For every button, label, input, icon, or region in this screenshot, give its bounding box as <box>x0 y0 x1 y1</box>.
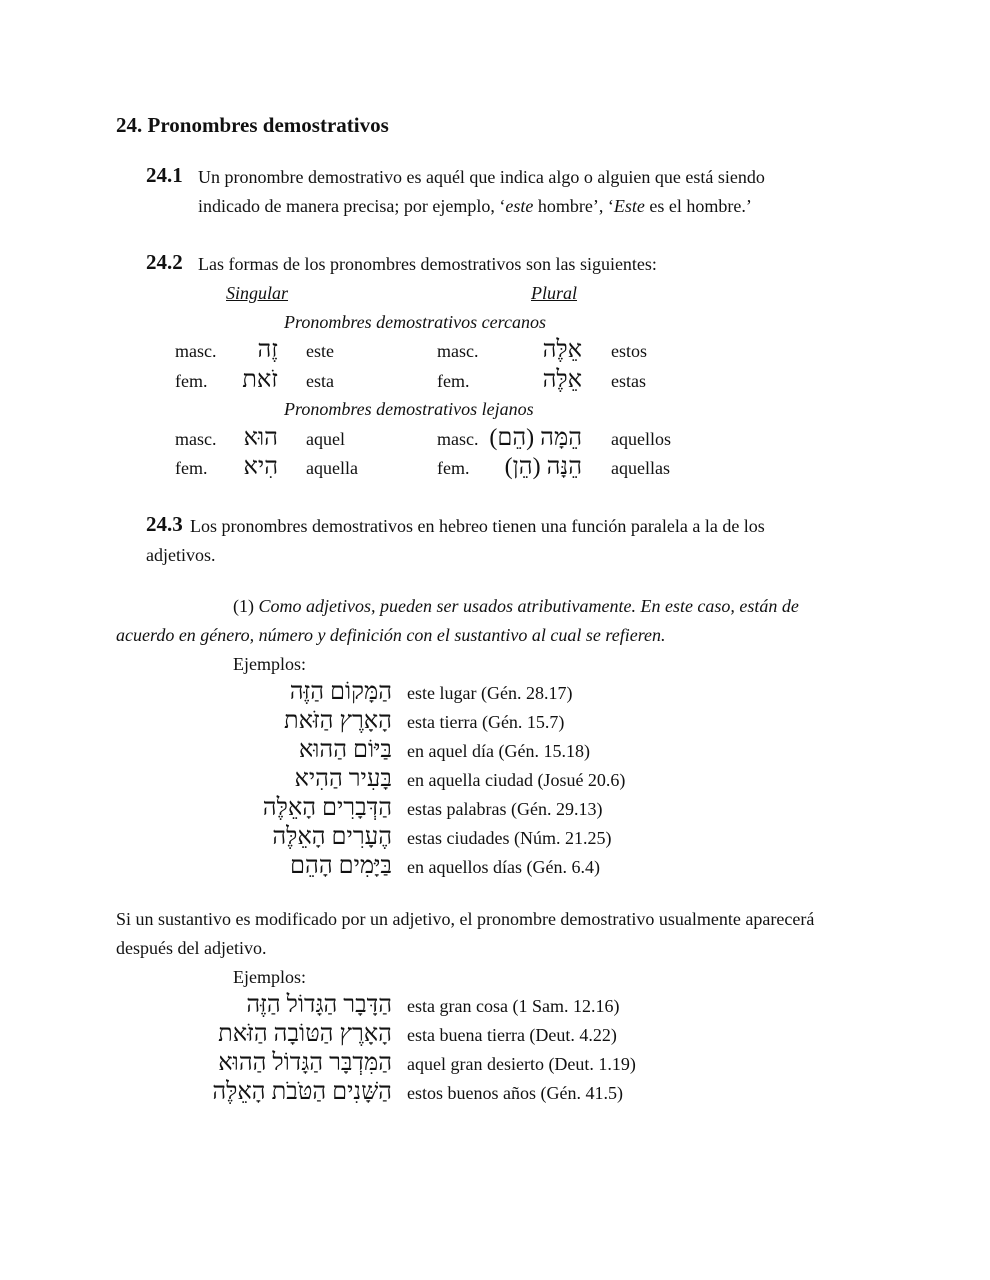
examples-label: Ejemplos: <box>233 654 306 674</box>
example-hebrew: הָאָרֶץ הַטּוֹבָה הַזֹּאת <box>218 1021 392 1047</box>
row-translation-plur: estas <box>611 371 646 391</box>
row-gender-sing: fem. <box>175 458 208 478</box>
example-hebrew: הַשָּׁנִים הַטֹּבֹת הָאֵלֶּה <box>212 1079 392 1105</box>
section-number-24-2: 24.2 <box>146 250 183 274</box>
section-24-3-line1: Los pronombres demostrativos en hebreo tienen una función paralela a la de los <box>190 516 765 536</box>
row-hebrew-sing: הִיא <box>243 454 278 480</box>
example-translation: en aquellos días (Gén. 6.4) <box>407 857 600 877</box>
example-translation: estas palabras (Gén. 29.13) <box>407 799 603 819</box>
row-hebrew-sing: זֹאת <box>242 367 278 393</box>
row-hebrew-plur: אֵלֶּה <box>542 337 582 363</box>
example-translation: estos buenos años (Gén. 41.5) <box>407 1083 623 1103</box>
section-24-3-line2: adjetivos. <box>146 545 216 565</box>
example-translation: aquel gran desierto (Deut. 1.19) <box>407 1054 636 1074</box>
example-hebrew: בָּעִיר הַהִיא <box>294 766 392 792</box>
example-translation: esta gran cosa (1 Sam. 12.16) <box>407 996 620 1016</box>
row-gender-sing: masc. <box>175 429 217 449</box>
row-translation-sing: este <box>306 341 334 361</box>
example-translation: en aquella ciudad (Josué 20.6) <box>407 770 626 790</box>
example-hebrew: הַמָּקוֹם הַזֶּה <box>289 679 392 705</box>
note-line2: después del adjetivo. <box>116 938 267 958</box>
row-gender-sing: masc. <box>175 341 217 361</box>
example-translation: en aquel día (Gén. 15.18) <box>407 741 590 761</box>
row-hebrew-plur: הֵמָּה (הֵם) <box>489 425 582 451</box>
example-hebrew: הֶעָרִים הָאֵלֶּה <box>272 824 392 850</box>
heading-near: Pronombres demostrativos cercanos <box>284 312 546 332</box>
row-translation-plur: estos <box>611 341 647 361</box>
example-translation: esta tierra (Gén. 15.7) <box>407 712 565 732</box>
example-hebrew: הַמִּדְבָּר הַגָּדוֹל הַהוּא <box>218 1050 392 1076</box>
row-gender-plur: masc. <box>437 341 479 361</box>
row-gender-plur: fem. <box>437 458 470 478</box>
point-1-line1: (1) Como adjetivos, pueden ser usados atributivamente. En este caso, están de <box>233 596 799 616</box>
row-translation-sing: aquel <box>306 429 345 449</box>
section-number-24-3: 24.3 <box>146 512 183 536</box>
section-24-1-line1: Un pronombre demostrativo es aquél que indica algo o alguien que está siendo <box>198 167 765 187</box>
note-line1: Si un sustantivo es modificado por un adjetivo, el pronombre demostrativo usualmente aparecerá <box>116 909 815 929</box>
example-hebrew: הָאָרֶץ הַזֹּאת <box>283 708 392 734</box>
row-gender-sing: fem. <box>175 371 208 391</box>
row-hebrew-plur: אֵלֶּה <box>542 367 582 393</box>
example-translation: estas ciudades (Núm. 21.25) <box>407 828 612 848</box>
example-hebrew: הַדְּבָרִים הָאֵלֶּה <box>262 795 392 821</box>
example-hebrew: בַּיָּמִים הָהֵם <box>290 853 392 879</box>
row-gender-plur: fem. <box>437 371 470 391</box>
row-translation-plur: aquellas <box>611 458 670 478</box>
header-plural: Plural <box>531 283 578 303</box>
row-hebrew-sing: זֶה <box>257 337 278 363</box>
heading-far: Pronombres demostrativos lejanos <box>284 399 534 419</box>
page-title: 24. Pronombres demostrativos <box>116 113 389 137</box>
example-translation: esta buena tierra (Deut. 4.22) <box>407 1025 617 1045</box>
point-1-line2: acuerdo en género, número y definición con el sustantivo al cual se refieren. <box>116 625 666 645</box>
header-singular: Singular <box>226 283 289 303</box>
row-translation-sing: esta <box>306 371 334 391</box>
section-number-24-1: 24.1 <box>146 163 183 187</box>
example-hebrew: בַּיּוֹם הַהוּא <box>298 737 392 763</box>
row-translation-sing: aquella <box>306 458 358 478</box>
example-translation: este lugar (Gén. 28.17) <box>407 683 573 703</box>
row-translation-plur: aquellos <box>611 429 671 449</box>
section-24-2-intro: Las formas de los pronombres demostrativos son las siguientes: <box>198 254 657 274</box>
row-hebrew-sing: הוּא <box>243 425 278 451</box>
row-gender-plur: masc. <box>437 429 479 449</box>
section-24-1-line2: indicado de manera precisa; por ejemplo, ‘este hombre’, ‘Este es el hombre.’ <box>198 196 752 216</box>
example-hebrew: הַדָּבָר הַגָּדוֹל הַזֶּה <box>246 992 392 1018</box>
examples-label: Ejemplos: <box>233 967 306 987</box>
row-hebrew-plur: הֵנָּה (הֵן) <box>504 454 582 480</box>
